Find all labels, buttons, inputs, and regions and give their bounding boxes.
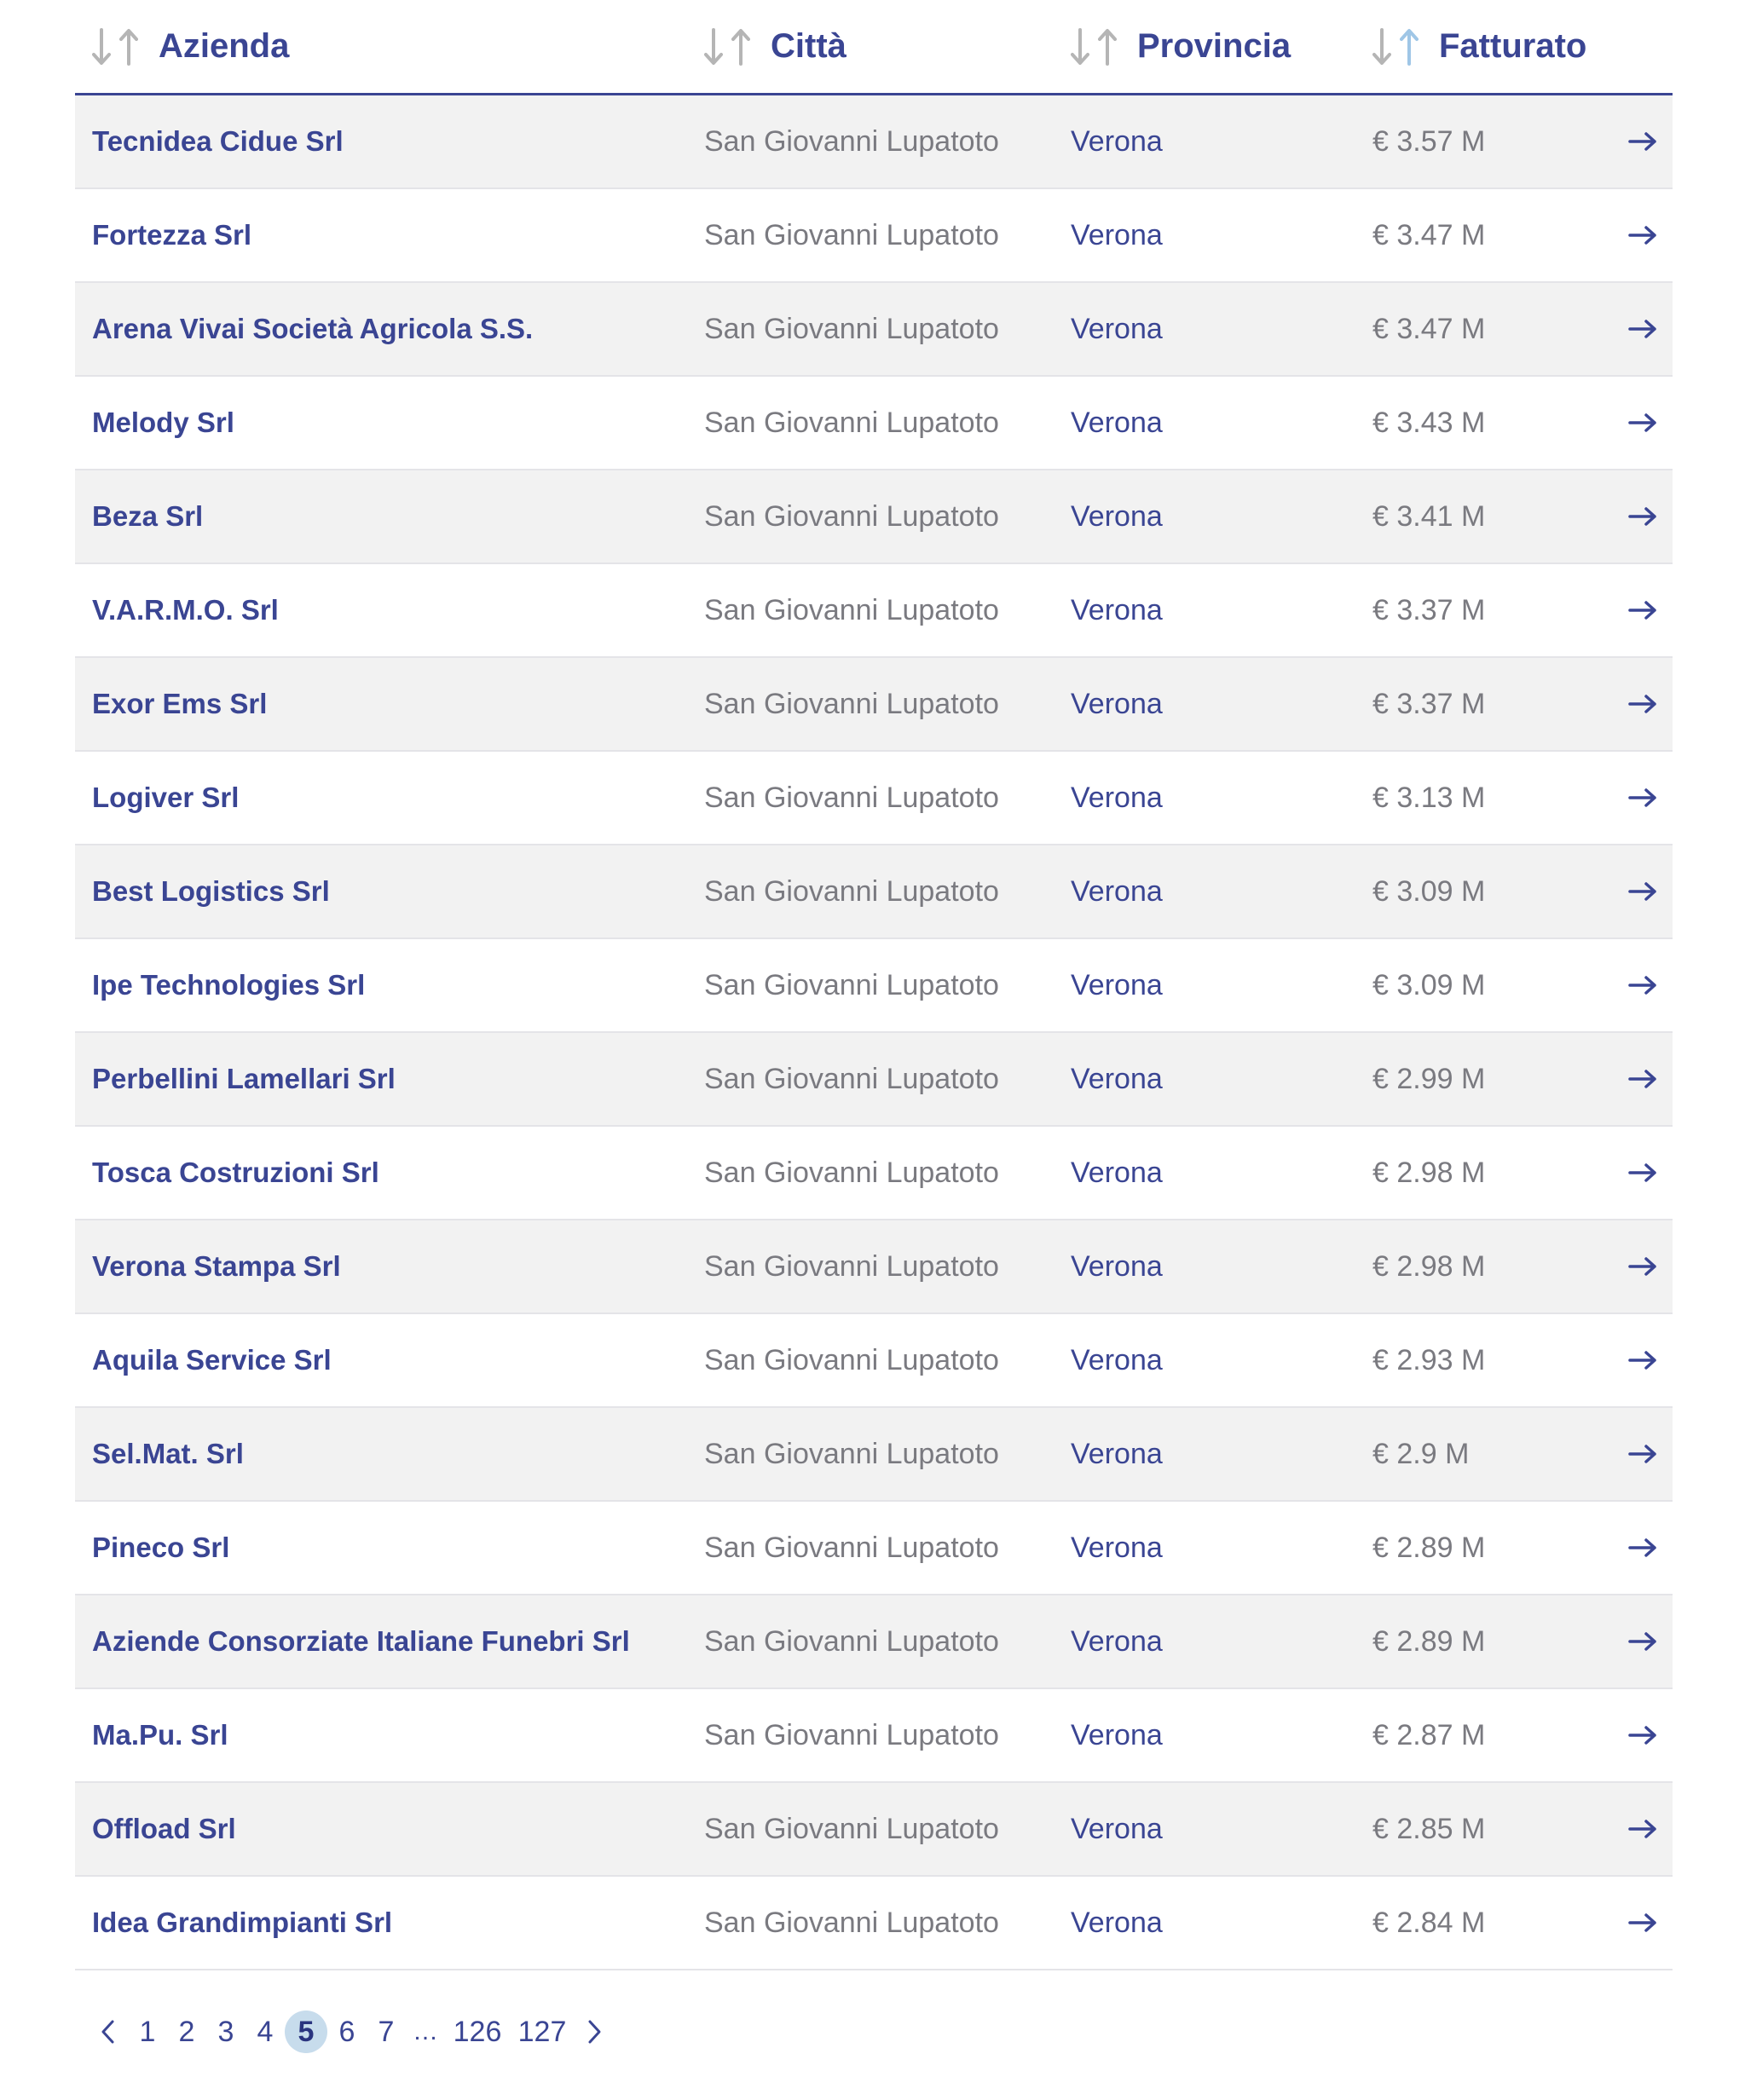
arrow-right-icon [1628, 1819, 1657, 1839]
province-cell: Verona [1071, 687, 1163, 720]
company-name-link[interactable]: Ma.Pu. Srl [92, 1719, 228, 1751]
revenue-cell: € 2.98 M [1372, 1249, 1486, 1283]
sort-controls [1372, 28, 1419, 66]
previous-page-button[interactable] [89, 2011, 128, 2053]
arrow-right-icon [1628, 1069, 1657, 1089]
column-header-label: Fatturato [1439, 27, 1587, 65]
pagination [75, 1999, 1673, 2064]
province-cell: Verona [1071, 1343, 1163, 1376]
company-name-link[interactable]: Sel.Mat. Srl [92, 1438, 244, 1469]
province-cell: Verona [1071, 312, 1163, 345]
arrow-right-icon [1628, 694, 1657, 714]
province-cell: Verona [1071, 1156, 1163, 1189]
revenue-cell: € 2.93 M [1372, 1343, 1486, 1376]
page-list [128, 2011, 575, 2053]
province-cell: Verona [1071, 1624, 1163, 1658]
column-header-label: Città [771, 27, 846, 65]
arrow-right-icon [1628, 1256, 1657, 1277]
city-cell: San Giovanni Lupatoto [704, 1906, 999, 1939]
column-header-provincia[interactable] [1071, 0, 1372, 93]
company-name-link[interactable]: Offload Srl [92, 1813, 236, 1844]
table-row[interactable] [75, 845, 1673, 939]
open-company-button[interactable] [1604, 694, 1673, 714]
sort-controls [704, 28, 750, 66]
open-company-button[interactable] [1604, 788, 1673, 808]
open-company-button[interactable] [1604, 1350, 1673, 1370]
table-row[interactable] [75, 1783, 1673, 1877]
page-link[interactable]: 3 [217, 2015, 234, 2048]
table-row[interactable] [75, 1127, 1673, 1220]
province-cell: Verona [1071, 218, 1163, 251]
revenue-cell: € 3.37 M [1372, 593, 1486, 626]
province-cell: Verona [1071, 499, 1163, 533]
province-cell: Verona [1071, 968, 1163, 1001]
arrow-right-icon [1628, 319, 1657, 339]
province-cell: Verona [1071, 1906, 1163, 1939]
page-link[interactable]: 2 [178, 2015, 195, 2048]
company-name-link[interactable]: Aziende Consorziate Italiane Funebri Srl [92, 1625, 630, 1657]
open-company-button[interactable] [1604, 131, 1673, 152]
city-cell: San Giovanni Lupatoto [704, 218, 999, 251]
city-cell: San Giovanni Lupatoto [704, 1062, 999, 1095]
city-cell: San Giovanni Lupatoto [704, 874, 999, 908]
company-table [75, 0, 1673, 2064]
table-row[interactable] [75, 189, 1673, 283]
revenue-cell: € 3.47 M [1372, 312, 1486, 345]
revenue-cell: € 2.99 M [1372, 1062, 1486, 1095]
open-company-button[interactable] [1604, 225, 1673, 245]
page-link[interactable]: 126 [453, 2015, 502, 2048]
open-company-button[interactable] [1604, 506, 1673, 527]
sort-ascending-icon[interactable] [1400, 28, 1419, 66]
table-row[interactable] [75, 939, 1673, 1033]
arrow-right-icon [1628, 412, 1657, 433]
arrow-right-icon [1628, 1631, 1657, 1652]
province-cell: Verona [1071, 406, 1163, 439]
table-row[interactable] [75, 1220, 1673, 1314]
chevron-left-icon [100, 2019, 117, 2045]
page-link[interactable]: 1 [139, 2015, 156, 2048]
table-row[interactable] [75, 1877, 1673, 1970]
company-name-link[interactable]: Logiver Srl [92, 782, 240, 813]
city-cell: San Giovanni Lupatoto [704, 687, 999, 720]
revenue-cell: € 2.89 M [1372, 1531, 1486, 1564]
company-name-link[interactable]: Ipe Technologies Srl [92, 969, 366, 1001]
current-page[interactable]: 5 [285, 2011, 327, 2053]
table-row[interactable] [75, 95, 1673, 189]
company-name-link[interactable]: Best Logistics Srl [92, 875, 330, 907]
table-row[interactable] [75, 752, 1673, 845]
city-cell: San Giovanni Lupatoto [704, 1249, 999, 1283]
sort-descending-icon[interactable] [704, 28, 723, 66]
city-cell: San Giovanni Lupatoto [704, 499, 999, 533]
table-row[interactable] [75, 377, 1673, 470]
open-company-button[interactable] [1604, 1069, 1673, 1089]
open-company-button[interactable] [1604, 1912, 1673, 1933]
arrow-right-icon [1628, 1350, 1657, 1370]
revenue-cell: € 3.09 M [1372, 874, 1486, 908]
company-name-link[interactable]: Verona Stampa Srl [92, 1250, 341, 1282]
next-page-button[interactable] [575, 2011, 614, 2053]
company-name-link[interactable]: Exor Ems Srl [92, 688, 268, 719]
city-cell: San Giovanni Lupatoto [704, 1343, 999, 1376]
company-name-link[interactable]: Idea Grandimpianti Srl [92, 1907, 393, 1938]
revenue-cell: € 2.9 M [1372, 1437, 1470, 1470]
arrow-right-icon [1628, 788, 1657, 808]
pagination-ellipsis: … [413, 2017, 438, 2045]
arrow-right-icon [1628, 1162, 1657, 1183]
revenue-cell: € 2.89 M [1372, 1624, 1486, 1658]
page-link[interactable]: 127 [517, 2015, 567, 2048]
column-header-azienda[interactable] [75, 0, 704, 93]
company-name-link[interactable]: Pineco Srl [92, 1532, 230, 1563]
company-name-link[interactable]: Tosca Costruzioni Srl [92, 1157, 379, 1188]
city-cell: San Giovanni Lupatoto [704, 968, 999, 1001]
arrow-right-icon [1628, 1725, 1657, 1745]
open-company-button[interactable] [1604, 1631, 1673, 1652]
table-row[interactable] [75, 470, 1673, 564]
arrow-right-icon [1628, 881, 1657, 902]
city-cell: San Giovanni Lupatoto [704, 1718, 999, 1751]
province-cell: Verona [1071, 124, 1163, 158]
arrow-right-icon [1628, 1444, 1657, 1464]
table-row[interactable] [75, 1033, 1673, 1127]
province-cell: Verona [1071, 593, 1163, 626]
table-row[interactable] [75, 1314, 1673, 1408]
open-company-button[interactable] [1604, 1162, 1673, 1183]
open-company-button[interactable] [1604, 1725, 1673, 1745]
province-cell: Verona [1071, 1249, 1163, 1283]
city-cell: San Giovanni Lupatoto [704, 781, 999, 814]
province-cell: Verona [1071, 1437, 1163, 1470]
city-cell: San Giovanni Lupatoto [704, 124, 999, 158]
open-company-button[interactable] [1604, 1819, 1673, 1839]
table-header [75, 0, 1673, 95]
open-company-button[interactable] [1604, 319, 1673, 339]
city-cell: San Giovanni Lupatoto [704, 1437, 999, 1470]
table-body [75, 95, 1673, 1970]
revenue-cell: € 3.57 M [1372, 124, 1486, 158]
table-row[interactable] [75, 1595, 1673, 1689]
column-header-label: Provincia [1137, 27, 1291, 65]
sort-descending-icon[interactable] [1071, 28, 1089, 66]
province-cell: Verona [1071, 1531, 1163, 1564]
city-cell: San Giovanni Lupatoto [704, 312, 999, 345]
revenue-cell: € 3.47 M [1372, 218, 1486, 251]
sort-ascending-icon[interactable] [731, 28, 750, 66]
open-company-button[interactable] [1604, 1444, 1673, 1464]
company-name-link[interactable]: Tecnidea Cidue Srl [92, 125, 344, 157]
company-name-link[interactable]: V.A.R.M.O. Srl [92, 594, 279, 626]
city-cell: San Giovanni Lupatoto [704, 406, 999, 439]
company-name-link[interactable]: Fortezza Srl [92, 219, 252, 251]
city-cell: San Giovanni Lupatoto [704, 1531, 999, 1564]
revenue-cell: € 2.85 M [1372, 1812, 1486, 1845]
open-company-button[interactable] [1604, 881, 1673, 902]
sort-descending-icon[interactable] [92, 28, 111, 66]
sort-controls [92, 28, 138, 66]
revenue-cell: € 3.09 M [1372, 968, 1486, 1001]
table-row[interactable] [75, 1502, 1673, 1595]
province-cell: Verona [1071, 1812, 1163, 1845]
arrow-right-icon [1628, 1912, 1657, 1933]
company-name-link[interactable]: Aquila Service Srl [92, 1344, 332, 1376]
page-link[interactable]: 7 [378, 2015, 395, 2048]
city-cell: San Giovanni Lupatoto [704, 1156, 999, 1189]
chevron-right-icon [586, 2019, 603, 2045]
table-row[interactable] [75, 283, 1673, 377]
province-cell: Verona [1071, 1718, 1163, 1751]
table-row[interactable] [75, 1408, 1673, 1502]
open-company-button[interactable] [1604, 975, 1673, 995]
revenue-cell: € 3.43 M [1372, 406, 1486, 439]
open-company-button[interactable] [1604, 412, 1673, 433]
revenue-cell: € 2.84 M [1372, 1906, 1486, 1939]
sort-ascending-icon[interactable] [119, 28, 138, 66]
arrow-right-icon [1628, 225, 1657, 245]
province-cell: Verona [1071, 874, 1163, 908]
company-name-link[interactable]: Melody Srl [92, 407, 234, 438]
company-name-link[interactable]: Arena Vivai Società Agricola S.S. [92, 313, 534, 344]
column-header-label: Azienda [159, 27, 290, 65]
province-cell: Verona [1071, 781, 1163, 814]
revenue-cell: € 3.37 M [1372, 687, 1486, 720]
open-company-button[interactable] [1604, 600, 1673, 620]
arrow-right-icon [1628, 506, 1657, 527]
revenue-cell: € 3.13 M [1372, 781, 1486, 814]
arrow-right-icon [1628, 975, 1657, 995]
revenue-cell: € 2.87 M [1372, 1718, 1486, 1751]
table-row[interactable] [75, 1689, 1673, 1783]
company-name-link[interactable]: Perbellini Lamellari Srl [92, 1063, 396, 1094]
sort-descending-icon[interactable] [1372, 28, 1391, 66]
arrow-right-icon [1628, 1538, 1657, 1558]
arrow-right-icon [1628, 600, 1657, 620]
revenue-cell: € 2.98 M [1372, 1156, 1486, 1189]
city-cell: San Giovanni Lupatoto [704, 593, 999, 626]
column-header-citta[interactable] [704, 0, 1071, 93]
open-company-button[interactable] [1604, 1256, 1673, 1277]
province-cell: Verona [1071, 1062, 1163, 1095]
table-row[interactable] [75, 658, 1673, 752]
revenue-cell: € 3.41 M [1372, 499, 1486, 533]
city-cell: San Giovanni Lupatoto [704, 1624, 999, 1658]
city-cell: San Giovanni Lupatoto [704, 1812, 999, 1845]
open-company-button[interactable] [1604, 1538, 1673, 1558]
company-name-link[interactable]: Beza Srl [92, 500, 204, 532]
column-header-fatturato[interactable] [1372, 0, 1673, 93]
page-link[interactable]: 6 [338, 2015, 355, 2048]
sort-controls [1071, 28, 1117, 66]
sort-ascending-icon[interactable] [1098, 28, 1117, 66]
table-row[interactable] [75, 564, 1673, 658]
page-link[interactable]: 4 [257, 2015, 274, 2048]
arrow-right-icon [1628, 131, 1657, 152]
